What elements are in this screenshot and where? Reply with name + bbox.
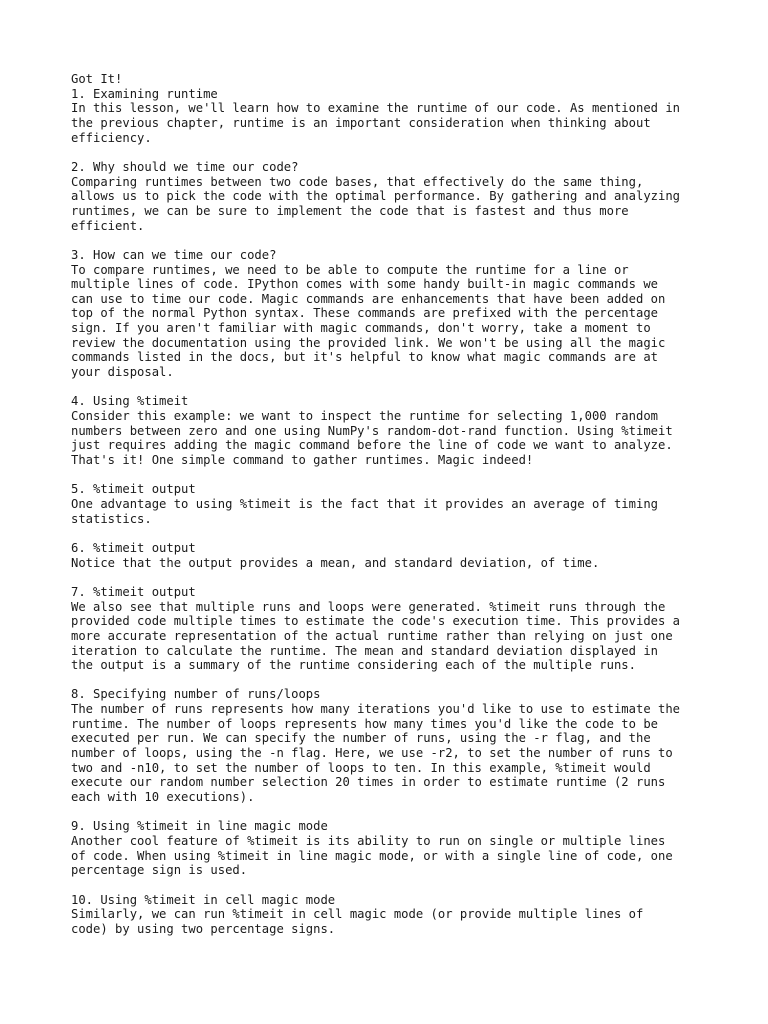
section-title: 9. Using %timeit in line magic mode	[71, 819, 328, 834]
section-title: 3. How can we time our code?	[71, 247, 277, 262]
section-title: 2. Why should we time our code?	[71, 159, 299, 174]
section-10	[71, 893, 711, 937]
section-body: We also see that multiple runs and loops were generated. %timeit runs through the provided code multiple times to estimate the code's execution time. This provides a more accurate representation of the actual runtime rather than relying on just one iteration to calculate the runtime. The mean and standard deviation displayed in the output is a summary of the runtime considering each of the multiple runs.	[71, 599, 681, 673]
section-body: In this lesson, we'll learn how to examine the runtime of our code. As mentioned in the previous chapter, runtime is an important consideration when thinking about efficiency.	[71, 101, 681, 145]
section-title: 6. %timeit output	[71, 540, 196, 555]
section-9	[71, 819, 711, 878]
section-5	[71, 482, 711, 526]
section-7	[71, 585, 711, 673]
section-title: 1. Examining runtime	[71, 86, 218, 101]
section-body: Similarly, we can run %timeit in cell magic mode (or provide multiple lines of code) by using two percentage signs.	[71, 907, 644, 936]
section-4	[71, 394, 711, 467]
section-title: 10. Using %timeit in cell magic mode	[71, 892, 336, 907]
section-body: Another cool feature of %timeit is its ability to run on single or multiple lines of code. When using %timeit in line magic mode, or with a single line of code, one percentage sign is used.	[71, 834, 673, 878]
section-2	[71, 160, 711, 233]
section-body: The number of runs represents how many iterations you'd like to use to estimate the runtime. The number of loops represents how many times you'd like the code to be executed per run. We can specify the number of runs, using the -r flag, and the number of loops, using the -n flag. Here, we use -r2, to set the number of runs to two and -n10, to set the number of loops to ten. In this example, %timeit would execute our random number selection 20 times in order to estimate runtime (2 runs each with 10 executions).	[71, 702, 681, 805]
section-body: One advantage to using %timeit is the fact that it provides an average of timing statistics.	[71, 496, 658, 526]
section-3	[71, 248, 711, 380]
section-body: Notice that the output provides a mean, and standard deviation, of time.	[71, 555, 600, 570]
section-title: 5. %timeit output	[71, 482, 196, 497]
got-it-header: Got It!	[71, 72, 123, 86]
section-body: Comparing runtimes between two code bases, that effectively do the same thing, allows us to pick the code with the optimal performance. By gathering and analyzing runtimes, we can be sure to implement the code that is fastest and thus more efficient.	[71, 174, 681, 233]
section-6	[71, 541, 711, 570]
section-title: 4. Using %timeit	[71, 394, 189, 409]
section-8	[71, 687, 711, 804]
section-body: Consider this example: we want to inspect the runtime for selecting 1,000 random numbers between zero and one using NumPy's random-dot-rand function. Using %timeit just requires adding the magic command before the line of code we want to analyze. That's it! One simple command to gather runtimes. Magic indeed!	[71, 409, 673, 468]
section-title: 8. Specifying number of runs/loops	[71, 687, 321, 702]
section-title: 7. %timeit output	[71, 584, 196, 599]
section-body: To compare runtimes, we need to be able to compute the runtime for a line or multiple lines of code. IPython comes with some handy built-in magic commands we can use to time our code. Magic commands are enhancements that have been added on top of the normal Python syntax. These commands are prefixed with the percentage sign. If you aren't familiar with magic commands, don't worry, take a moment to review the documentation using the provided link. We won't be using all the magic commands listed in the docs, but it's helpful to know what magic commands are at your disposal.	[71, 262, 666, 380]
section-1	[71, 87, 711, 146]
document-page	[71, 72, 711, 951]
